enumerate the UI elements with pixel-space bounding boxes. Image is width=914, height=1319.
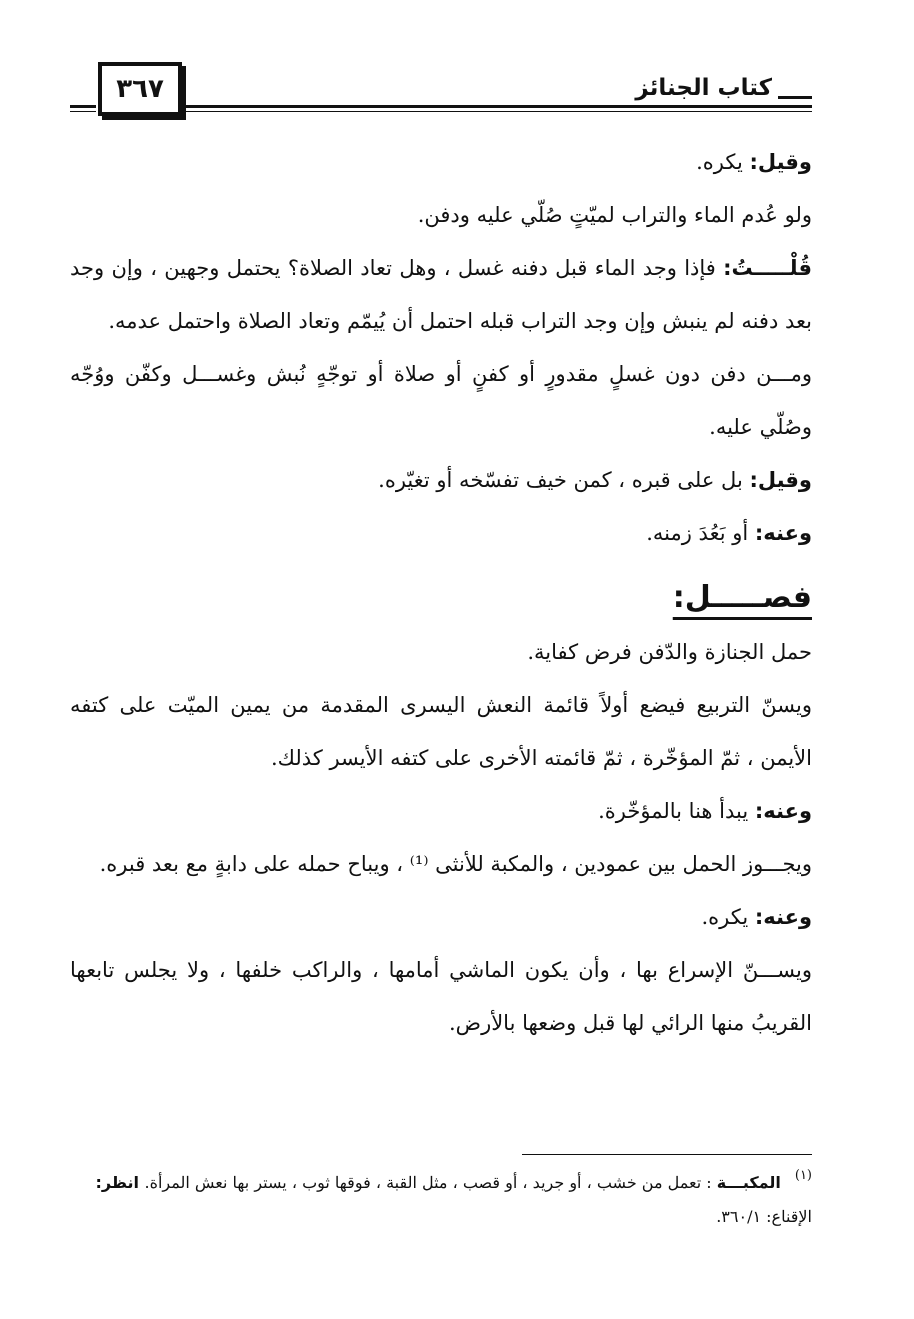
paragraph-text: ويســـنّ الإسراع بها ، وأن يكون الماشي أمامها ، والراكب خلفها ، ولا يجلس تابعها القريبُ منها الرائي لها قبل وضعها بالأرض. [70,958,812,1035]
running-title: كتاب الجنائز [635,75,772,101]
page-body [70,136,812,1050]
paragraph [70,454,812,507]
paragraph-text: حمل الجنازة والدّفن فرض كفاية. [527,640,812,664]
paragraph-lead: قُلْـــــتُ: [723,256,812,280]
header-rule-left-thin [70,111,96,112]
paragraph-text: ويجـــوز الحمل بين عمودين ، والمكبة للأنثى ⁽¹⁾ ، ويباح حمله على دابةٍ مع بعد قبره. [99,852,812,876]
paragraph-lead: وعنه: [754,905,812,929]
footnote-text: : تعمل من خشب ، أو جريد ، أو قصب ، مثل القبة ، فوقها ثوب ، يستر بها نعش المرأة. [144,1173,717,1192]
paragraph-text: ولو عُدم الماء والتراب لميّتٍ صُلّي عليه ودفن. [417,203,812,227]
paragraph-text: يكره. [696,150,750,174]
paragraph-text: يكره. [701,905,755,929]
paragraph-text: ومـــن دفن دون غسلٍ مقدورٍ أو كفنٍ أو صلاة أو توجّهٍ نُبش وغســـل وكفّن ووُجّه وصُلّي عليه. [70,362,812,439]
paragraph [70,242,812,348]
page-number: ٣٦٧ [98,62,182,116]
footnote-term: المكبـــة [716,1173,781,1192]
footnote-marker: (١) [794,1168,812,1183]
paragraph-text: يبدأ هنا بالمؤخّرة. [598,799,755,823]
paragraph-text: فإذا وجد الماء قبل دفنه غسل ، وهل تعاد الصلاة؟ يحتمل وجهين ، وإن وجد بعد دفنه لم ينبش وإن وجد التراب قبله احتمل أن يُيمّم وتعاد الصلاة واحتمل عدمه. [70,256,812,333]
paragraph-text: ويسنّ التربيع فيضع أولاً قائمة النعش اليسرى المقدمة من يمين الميّت على كتفه الأيمن ، ثمّ المؤخّرة ، ثمّ قائمته الأخرى على كتفه الأيسر كذلك. [70,693,812,770]
footnote-ref-label: انظر: [95,1173,145,1192]
footnotes [70,1166,812,1234]
paragraph [70,679,812,785]
footnote-separator [522,1154,812,1155]
header-rule-left [70,105,96,108]
paragraph [70,785,812,838]
paragraph [70,838,812,891]
paragraph [70,507,812,560]
paragraph-text: أو بَعُدَ زمنه. [646,521,755,545]
footnote [70,1166,812,1234]
paragraph-lead: وعنه: [754,521,812,545]
page-header [70,62,812,120]
paragraph-text: بل على قبره ، كمن خيف تفسّخه أو تغيّره. [378,468,750,492]
paragraph [70,189,812,242]
paragraph-lead: وقيل: [749,150,812,174]
footnote-body [96,1173,813,1226]
paragraph [70,891,812,944]
paragraph [70,944,812,1050]
section-heading: فصـــــل: [672,580,812,615]
book-page [70,62,812,1302]
paragraph [70,626,812,679]
paragraph-lead: وقيل: [749,468,812,492]
header-rule-thin [182,111,812,112]
paragraph [70,348,812,454]
header-rule [182,105,812,108]
footnote-ref-text: الإقناع: ٣٦٠/١. [716,1207,812,1226]
header-dash [778,96,812,99]
paragraph [70,136,812,189]
paragraph-lead: وعنه: [754,799,812,823]
